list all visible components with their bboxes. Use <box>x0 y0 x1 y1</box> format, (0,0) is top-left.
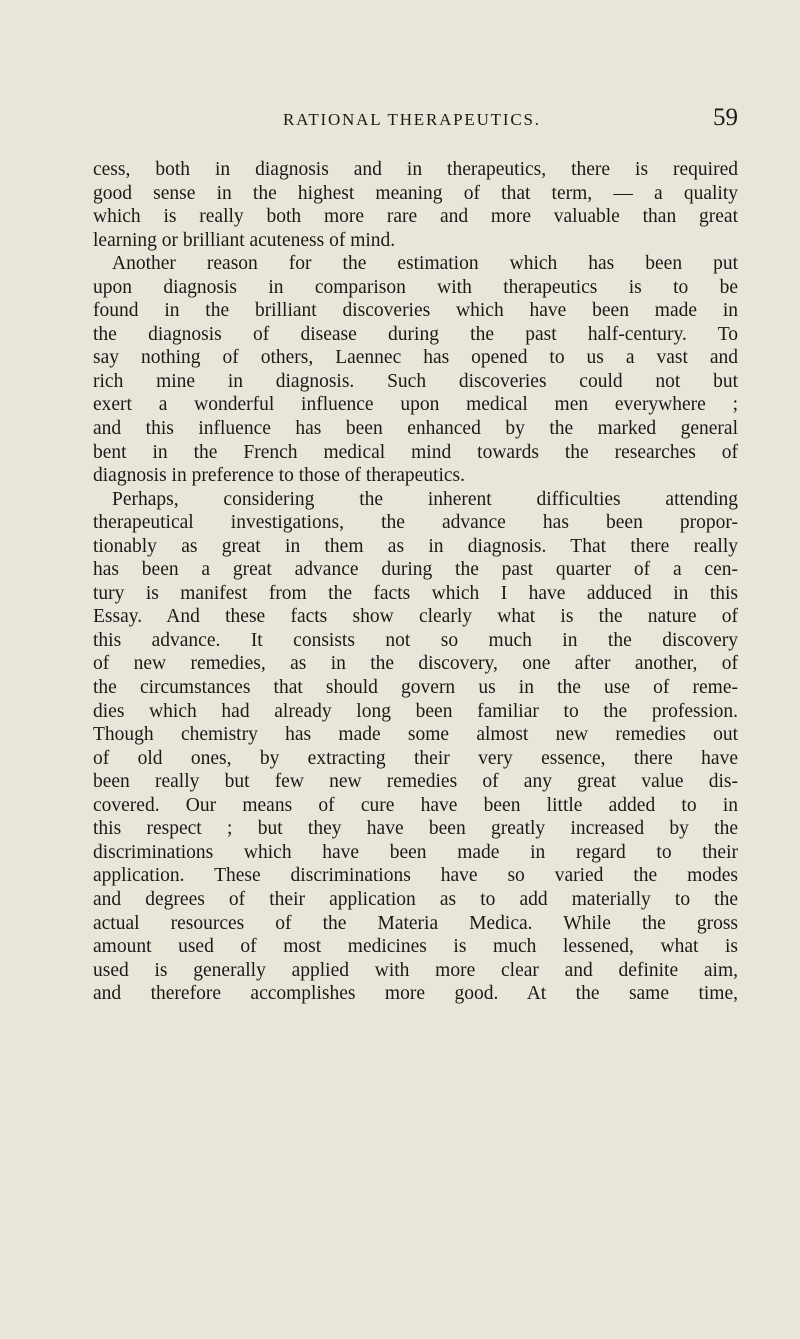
text-line: and degrees of their application as to add materially to the <box>93 888 738 910</box>
text-line: this respect ; but they have been greatly increased by the <box>93 818 738 840</box>
page-number: 59 <box>713 104 738 131</box>
text-line: and therefore accomplishes more good. At the same time, <box>93 983 738 1005</box>
text-line: discriminations which have been made in regard to their <box>93 841 738 863</box>
text-line: cess, both in diagnosis and in therapeutics, there is required <box>93 159 738 180</box>
text-line: tury is manifest from the facts which I have adduced in this <box>93 582 738 604</box>
page-header <box>93 104 738 134</box>
text-line: of new remedies, as in the discovery, one after another, of <box>93 653 738 675</box>
text-line: has been a great advance during the past quarter of a cen- <box>93 559 738 581</box>
text-line: application. These discriminations have so varied the modes <box>93 865 738 887</box>
text-line: good sense in the highest meaning of that term, — a quality <box>93 182 738 204</box>
text-line: this advance. It consists not so much in the discovery <box>93 629 738 651</box>
text-line: actual resources of the Materia Medica. While the gross <box>93 912 738 934</box>
text-line: Essay. And these facts show clearly what is the nature of <box>93 606 738 628</box>
text-line: say nothing of others, Laennec has opened to us a vast and <box>93 347 738 369</box>
text-line: Perhaps, considering the inherent difficulties attending <box>112 488 738 510</box>
text-line: which is really both more rare and more valuable than great <box>93 206 738 228</box>
text-line: therapeutical investigations, the advance has been propor- <box>93 512 738 534</box>
text-line: bent in the French medical mind towards the researches of <box>93 441 738 463</box>
text-line: and this influence has been enhanced by the marked general <box>93 418 738 440</box>
text-line: found in the brilliant discoveries which have been made in <box>93 300 738 322</box>
text-line: the circumstances that should govern us in the use of reme- <box>93 677 738 699</box>
text-line: dies which had already long been familiar to the profession. <box>93 700 738 722</box>
text-line: diagnosis in preference to those of therapeutics. <box>93 465 465 487</box>
text-line: been really but few new remedies of any great value dis- <box>93 771 738 793</box>
body-text <box>93 158 738 1006</box>
text-line: the diagnosis of disease during the past half-century. To <box>93 323 738 345</box>
text-line: upon diagnosis in comparison with therapeutics is to be <box>93 276 738 298</box>
text-line: amount used of most medicines is much lessened, what is <box>93 936 738 958</box>
text-line: rich mine in diagnosis. Such discoveries could not but <box>93 370 738 392</box>
text-line: Though chemistry has made some almost new remedies out <box>93 724 738 746</box>
text-line: of old ones, by extracting their very essence, there have <box>93 747 738 769</box>
text-line: covered. Our means of cure have been little added to in <box>93 794 738 816</box>
running-title: RATIONAL THERAPEUTICS. <box>283 110 541 129</box>
text-line: Another reason for the estimation which has been put <box>112 253 738 275</box>
text-line: learning or brilliant acuteness of mind. <box>93 229 396 251</box>
text-line: tionably as great in them as in diagnosis. That there really <box>93 535 738 557</box>
text-line: exert a wonderful influence upon medical men everywhere ; <box>93 394 738 416</box>
text-line: used is generally applied with more clear and definite aim, <box>93 959 738 981</box>
